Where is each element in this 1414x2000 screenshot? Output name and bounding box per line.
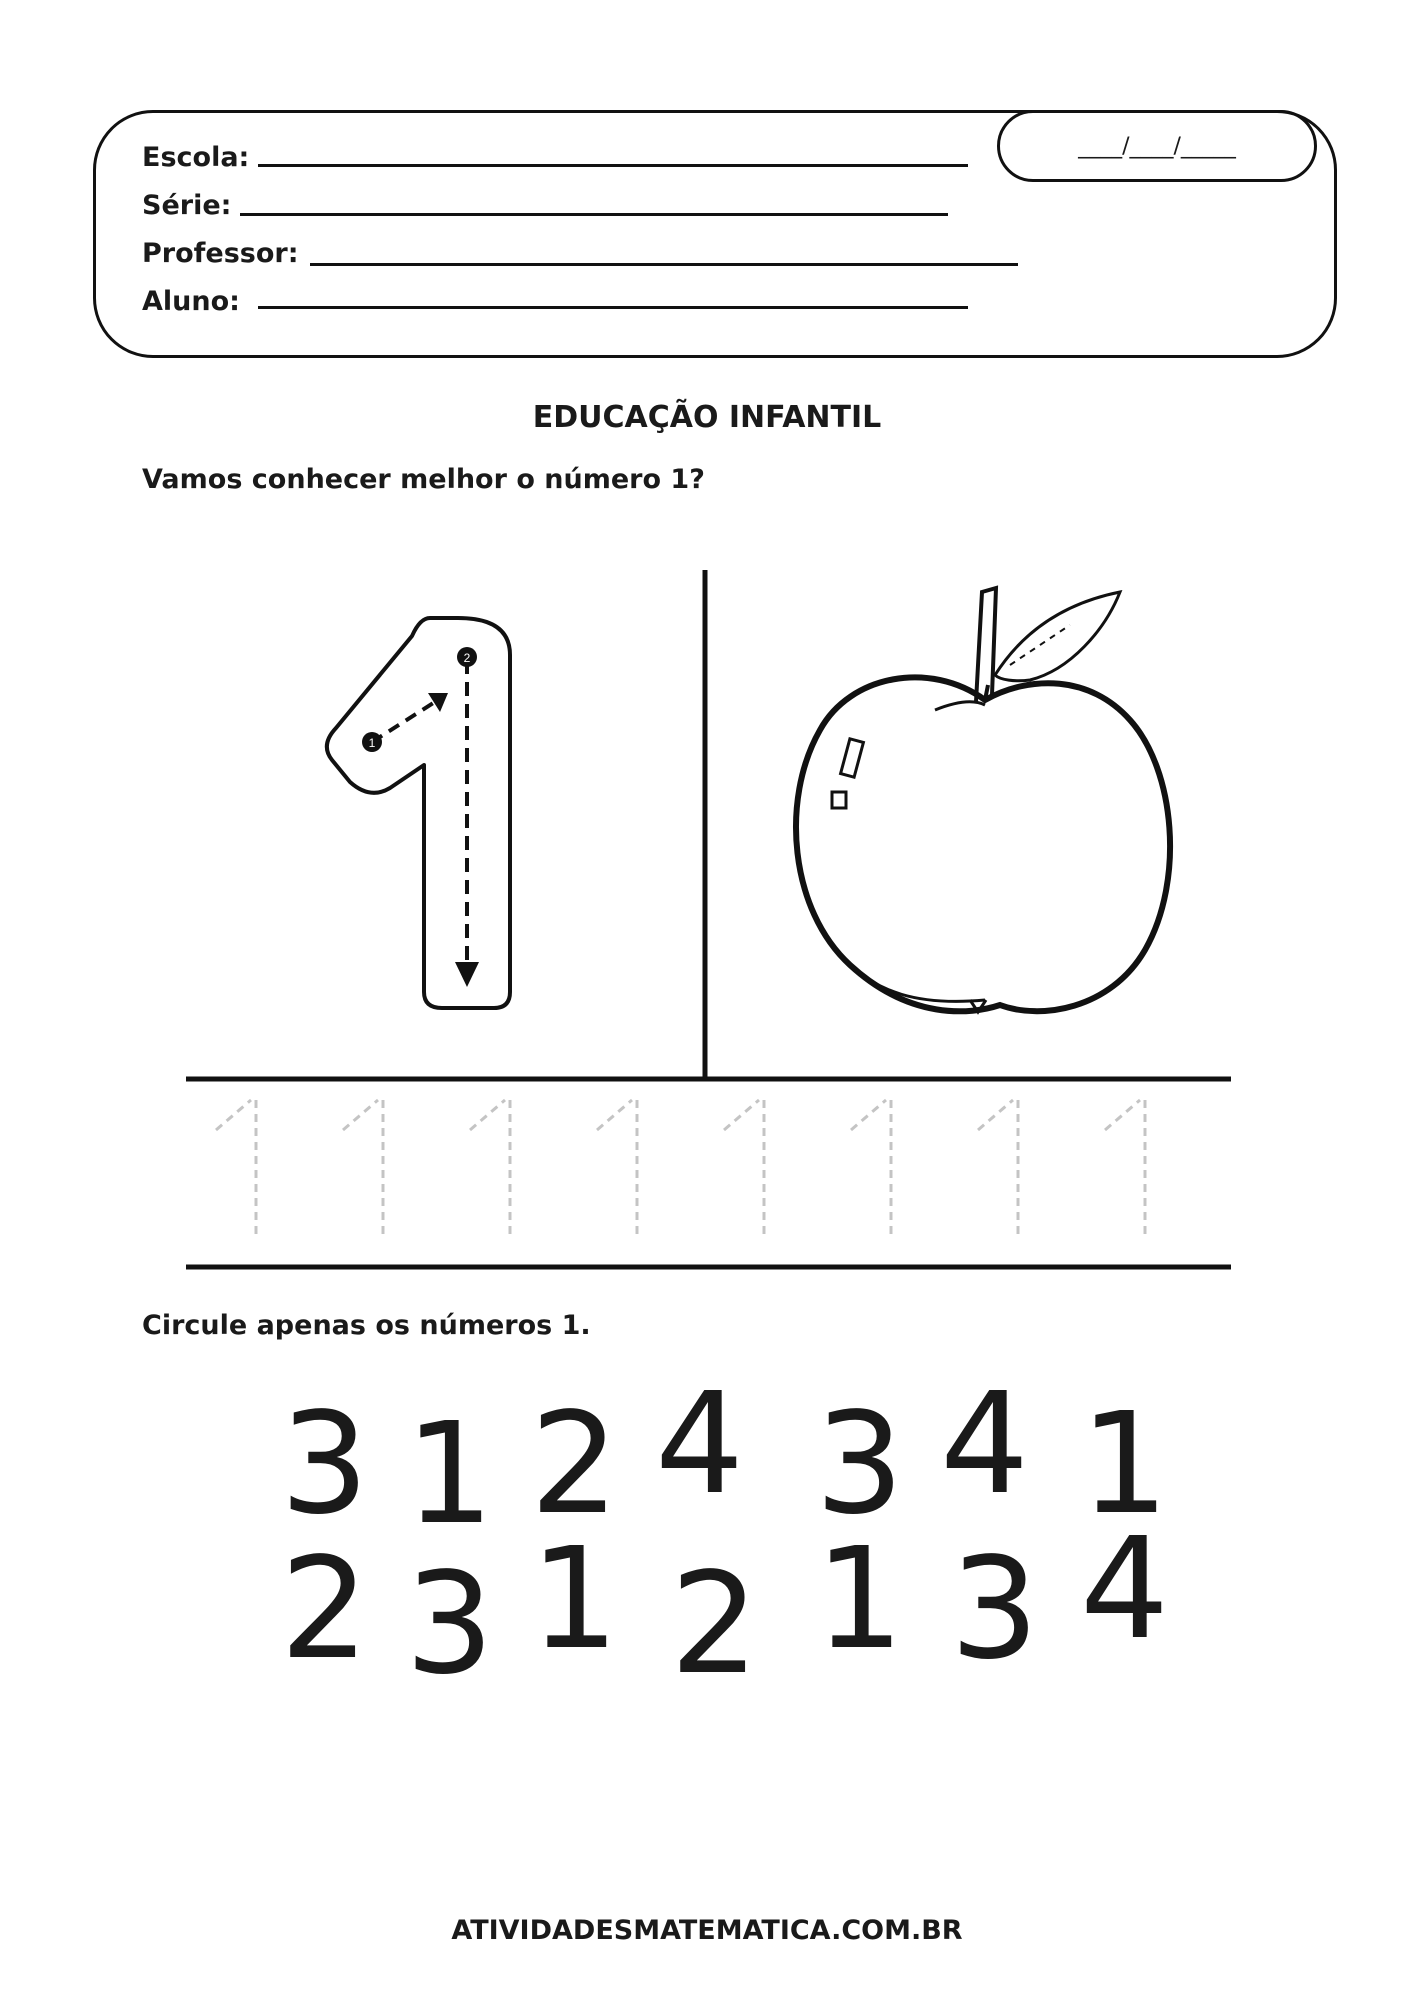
stroke-marker-1: 1 [368,736,376,750]
vertical-divider [700,570,710,1080]
digit-option[interactable]: 2 [280,1528,370,1691]
digit-option[interactable]: 4 [940,1363,1030,1526]
serie-input-line[interactable] [240,213,948,216]
digit-option[interactable]: 1 [405,1393,495,1556]
aluno-input-line[interactable] [258,306,968,309]
field-label-aluno: Aluno: [142,286,240,317]
digit-option[interactable]: 1 [530,1518,620,1681]
digit-option[interactable]: 1 [1080,1383,1170,1546]
tracing-digit-one[interactable] [470,1100,510,1235]
tracing-digit-one[interactable] [597,1100,637,1235]
tracing-top-line [186,1075,1231,1083]
number-one-outline [300,600,540,1020]
tracing-digit-one[interactable] [978,1100,1018,1235]
digit-option[interactable]: 4 [655,1363,745,1526]
digit-option[interactable]: 2 [670,1543,760,1706]
digit-option[interactable]: 2 [530,1383,620,1546]
tracing-practice-row[interactable] [186,1085,1231,1260]
section2-prompt: Circule apenas os números 1. [142,1310,591,1341]
tracing-digit-one[interactable] [216,1100,256,1235]
apple-illustration [770,580,1190,1040]
tracing-digit-one[interactable] [724,1100,764,1235]
date-field[interactable] [997,110,1317,182]
escola-input-line[interactable] [258,164,968,167]
digit-option[interactable]: 1 [815,1518,905,1681]
field-label-serie: Série: [142,190,232,221]
field-label-escola: Escola: [142,142,250,173]
section1-prompt: Vamos conhecer melhor o número 1? [142,464,705,495]
digit-option[interactable]: 4 [1080,1508,1170,1671]
digit-option[interactable]: 3 [815,1383,905,1546]
tracing-digit-one[interactable] [1105,1100,1145,1235]
digit-option[interactable]: 3 [405,1543,495,1706]
page-title: EDUCAÇÃO INFANTIL [532,400,882,435]
date-placeholder: ____/____/_____ [1078,133,1236,159]
tracing-digit-one[interactable] [851,1100,891,1235]
digit-option[interactable]: 3 [950,1528,1040,1691]
professor-input-line[interactable] [310,263,1018,266]
tracing-digit-one[interactable] [343,1100,383,1235]
tracing-bottom-line [186,1263,1231,1271]
stroke-marker-2: 2 [463,651,471,665]
arrow-down-icon [455,962,479,987]
field-label-professor: Professor: [142,238,299,269]
digit-option[interactable]: 3 [280,1383,370,1546]
footer-website: ATIVIDADESMATEMATICA.COM.BR [451,1915,963,1946]
